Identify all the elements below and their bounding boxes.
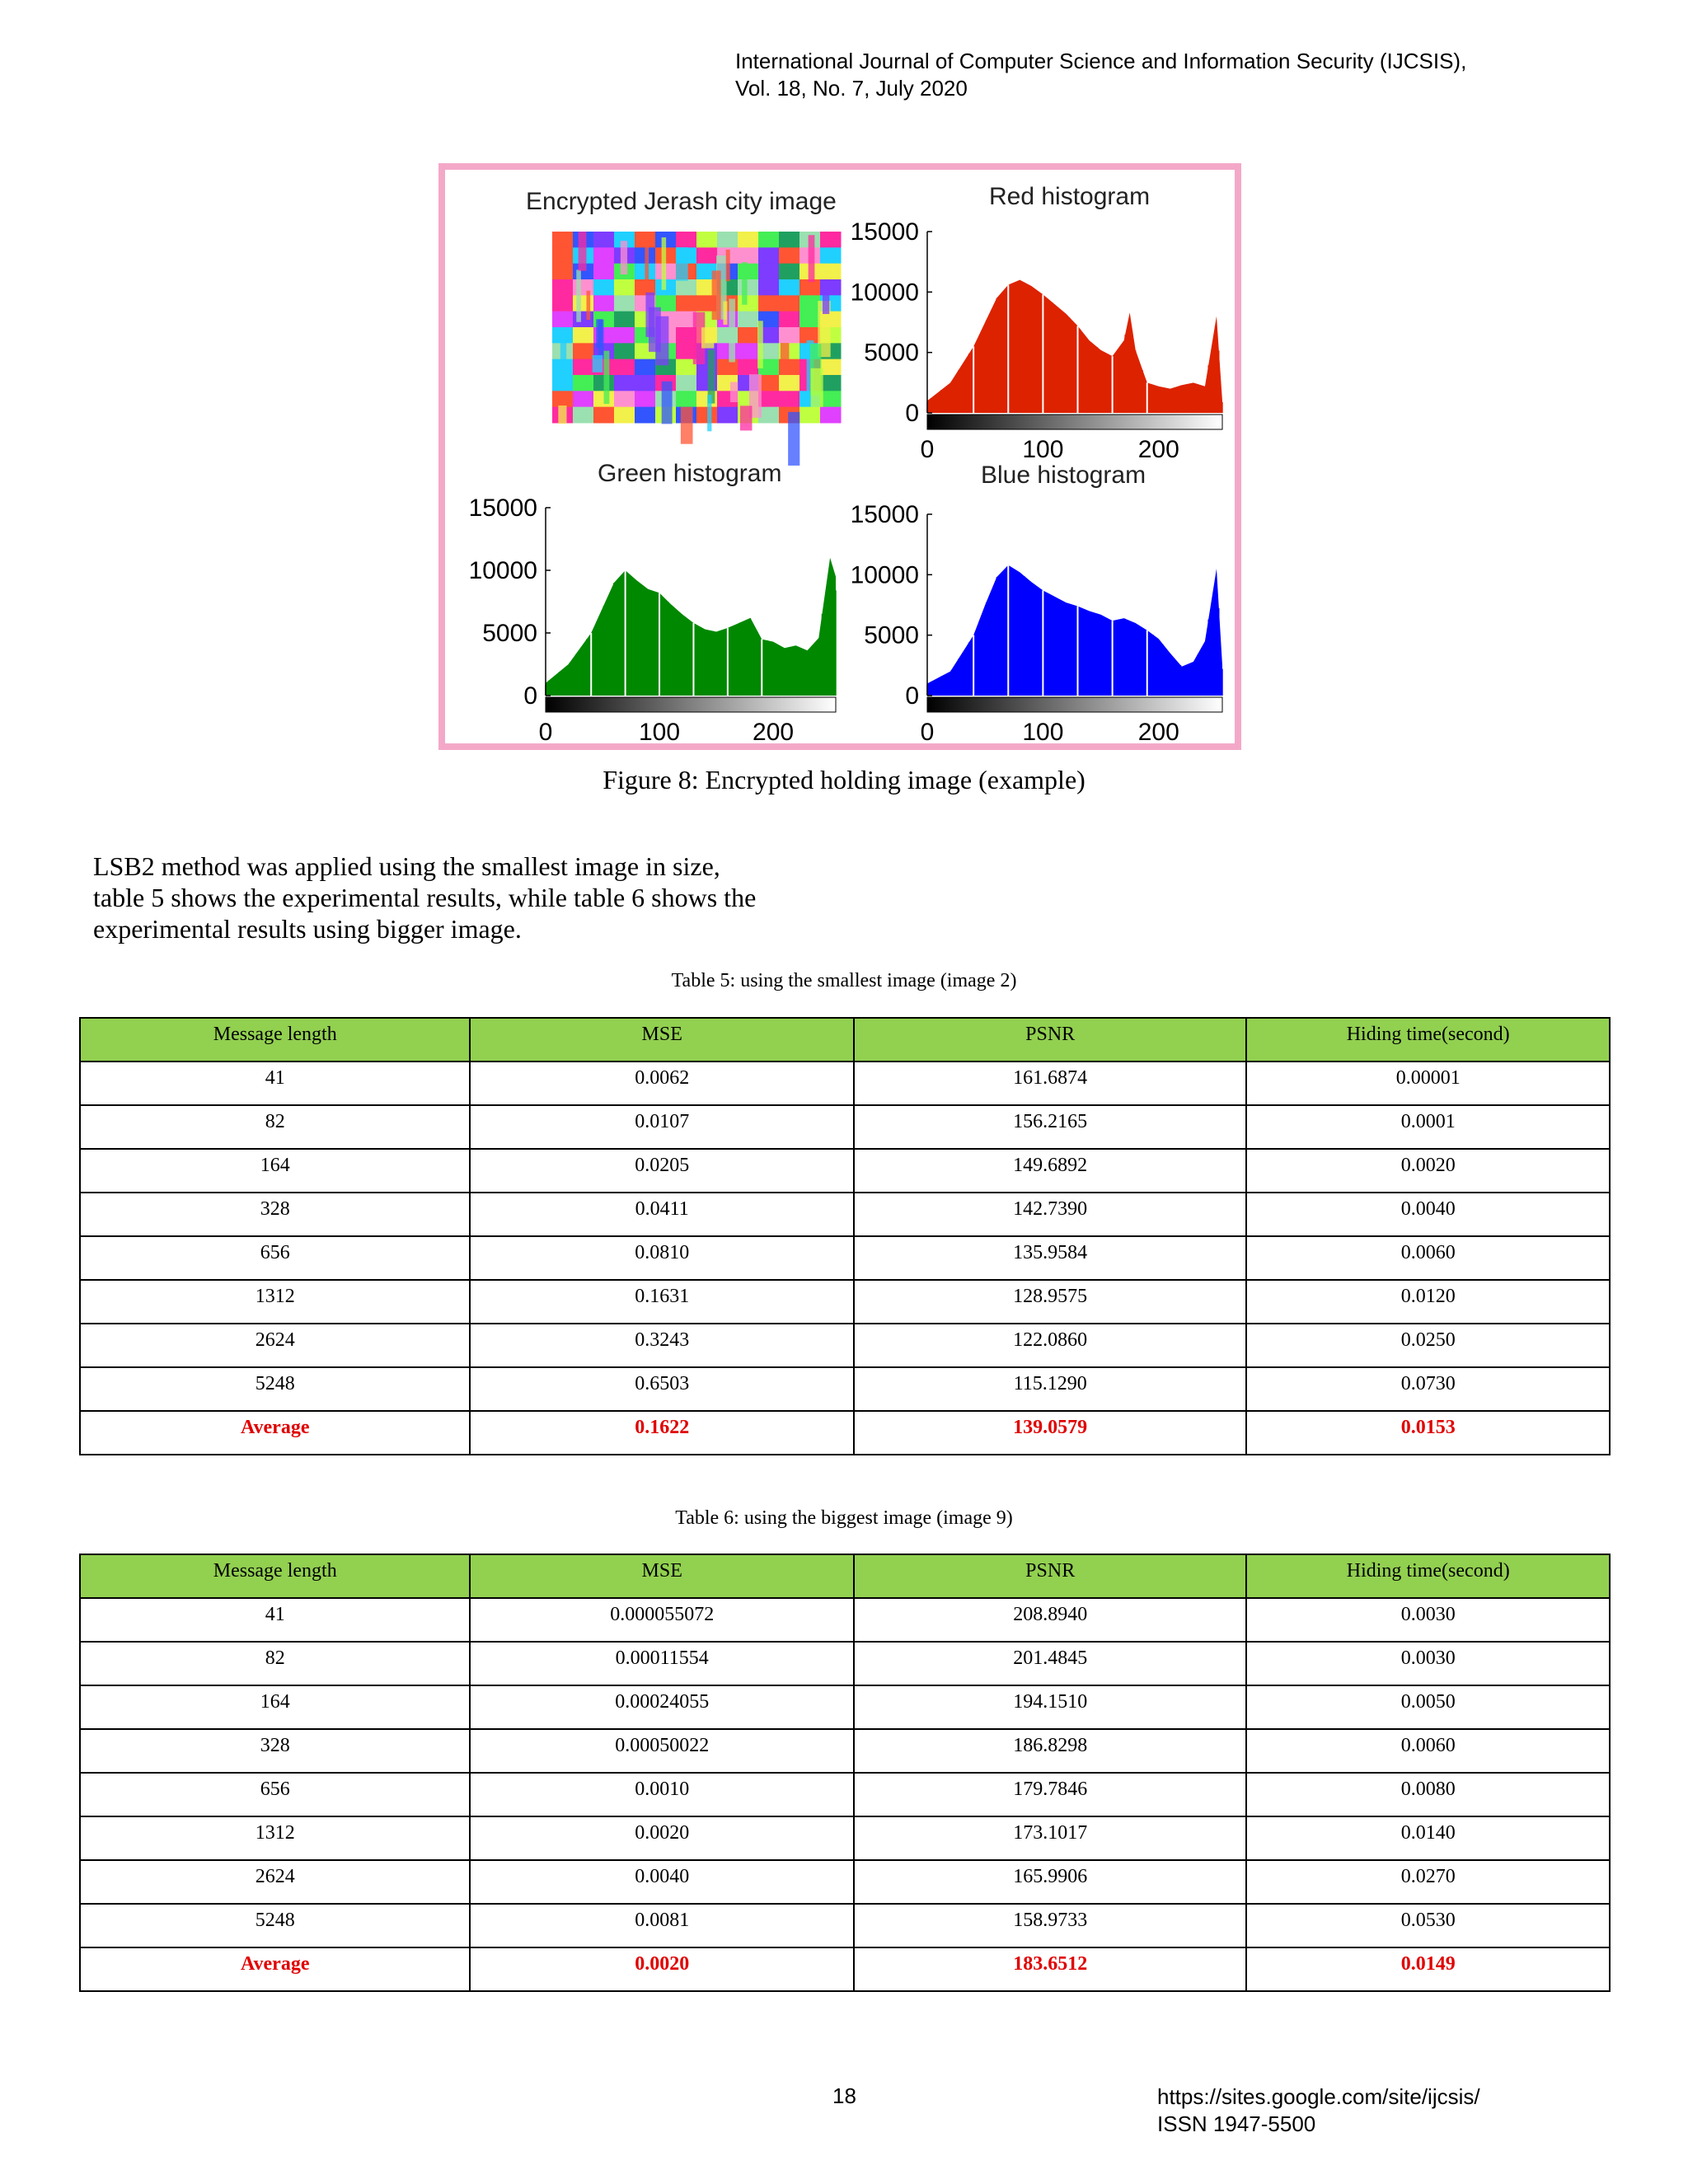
x-tick-label: 200 [753, 719, 795, 743]
table-row [80, 1860, 1610, 1904]
table-cell: 0.0411 [470, 1193, 853, 1236]
mosaic-tile [593, 355, 603, 373]
table-cell: 5248 [80, 1904, 470, 1947]
mosaic-tile [779, 295, 800, 312]
table-cell: 82 [80, 1105, 470, 1149]
table-cell: 0.0020 [470, 1947, 854, 1991]
mosaic-tile [576, 269, 581, 321]
table-cell: 0.00001 [1246, 1062, 1610, 1105]
mosaic-tile [662, 237, 667, 290]
table-cell: 0.0730 [1246, 1367, 1610, 1411]
mosaic-tile [614, 312, 635, 328]
mosaic-tile [621, 241, 627, 274]
table-cell: 139.0579 [854, 1411, 1246, 1455]
table-cell: 142.7390 [854, 1193, 1246, 1236]
mosaic-tile [593, 247, 615, 264]
mosaic-tile [645, 237, 649, 289]
table-cell: 0.0040 [1246, 1193, 1610, 1236]
y-tick-label: 10000 [850, 279, 919, 307]
table-cell: 1312 [80, 1816, 470, 1860]
table-cell: 158.9733 [854, 1904, 1246, 1947]
table-cell: 0.0205 [470, 1149, 853, 1193]
table6 [79, 1554, 1611, 1992]
table-cell: 656 [80, 1773, 470, 1816]
mosaic-tile [701, 327, 714, 348]
mosaic-tile [676, 375, 697, 391]
table-row [80, 1367, 1610, 1411]
mosaic-tile [781, 343, 789, 362]
mosaic-tile [820, 247, 842, 264]
mosaic-tile [614, 343, 635, 359]
table-row [80, 1193, 1610, 1236]
table5-header-2: PSNR [854, 1018, 1246, 1062]
table-cell: 0.0140 [1246, 1816, 1610, 1860]
mosaic-tile [596, 319, 603, 348]
mosaic-tile [779, 279, 800, 296]
mosaic-tile [635, 359, 656, 376]
body-paragraph [93, 851, 835, 944]
histogram-title: Green histogram [598, 460, 782, 487]
table-cell: 0.0250 [1246, 1324, 1610, 1367]
mosaic-tile [823, 282, 829, 314]
mosaic-tile [726, 250, 730, 281]
table-cell: 328 [80, 1729, 470, 1773]
mosaic-tile [614, 327, 635, 344]
mosaic-tile [738, 343, 759, 359]
mosaic-tile [723, 302, 727, 325]
table-cell: 0.1631 [470, 1280, 853, 1324]
mosaic-tile [758, 264, 780, 280]
mosaic-tile [573, 312, 594, 328]
paragraph-line2: table 5 shows the experimental results, while table 6 shows the [93, 883, 757, 912]
table5-header-1: MSE [470, 1018, 853, 1062]
table5-caption: Table 5: using the smallest image (image 2) [671, 970, 1017, 991]
y-tick-label: 15000 [468, 494, 537, 522]
table6-header-row [80, 1554, 1610, 1598]
table-cell: 186.8298 [854, 1729, 1246, 1773]
histogram-title: Blue histogram [981, 462, 1146, 489]
y-tick-label: 0 [905, 400, 919, 427]
mosaic-tile [779, 247, 800, 264]
mosaic-tile [635, 391, 656, 407]
mosaic-tile [779, 327, 800, 344]
mosaic-tile [820, 359, 842, 376]
x-tick-label: 0 [920, 436, 935, 463]
table5-average-row [80, 1411, 1610, 1455]
page-number: 18 [832, 2083, 856, 2108]
y-tick-label: 5000 [864, 339, 919, 367]
mosaic-tile [738, 295, 759, 312]
table-cell: 328 [80, 1193, 470, 1236]
mosaic-tile [779, 312, 800, 328]
mosaic-tile [799, 295, 821, 312]
mosaic-tile [696, 232, 718, 248]
table-cell: 41 [80, 1062, 470, 1105]
table-cell: 0.00024055 [470, 1685, 854, 1729]
table-cell: 0.0062 [470, 1062, 853, 1105]
blue-histogram [851, 462, 1222, 743]
x-tick-label: 0 [538, 719, 553, 743]
table6-header-0: Message length [80, 1554, 470, 1598]
mosaic-tile [579, 232, 587, 271]
table6-header-1: MSE [470, 1554, 854, 1598]
mosaic-tile [738, 312, 759, 328]
journal-header-line1: International Journal of Computer Science and Information Security (IJCSIS), [735, 49, 1467, 73]
table-cell: 164 [80, 1685, 470, 1729]
histogram-area [546, 558, 836, 696]
mosaic-tile [593, 407, 615, 424]
table-cell: 0.0020 [470, 1816, 854, 1860]
mosaic-tile [779, 375, 800, 391]
mosaic-tile [820, 264, 842, 280]
mosaic-tile [742, 262, 747, 305]
mosaic-tile [552, 375, 574, 391]
mosaic-tile [758, 247, 780, 264]
table-cell: 0.0001 [1246, 1105, 1610, 1149]
table-cell: Average [80, 1947, 470, 1991]
mosaic-tile [757, 321, 763, 368]
table-cell: 82 [80, 1642, 470, 1685]
y-tick-label: 5000 [864, 621, 919, 649]
table-cell: 0.00011554 [470, 1642, 854, 1685]
encrypted-image [552, 232, 842, 466]
mosaic-tile [552, 264, 574, 280]
table-cell: 0.0810 [470, 1236, 853, 1280]
mosaic-tile [738, 232, 759, 248]
table-row [80, 1729, 1610, 1773]
table-cell: 115.1290 [854, 1367, 1246, 1411]
mosaic-tile [738, 264, 759, 280]
mosaic-tile [635, 375, 656, 391]
table-cell: 0.0081 [470, 1904, 854, 1947]
table-cell: 0.0153 [1246, 1411, 1610, 1455]
red-histogram [851, 183, 1222, 463]
figure-8 [438, 163, 1241, 750]
mosaic-tile [573, 343, 594, 359]
table6-average-row [80, 1947, 1610, 1991]
journal-header [735, 48, 1466, 102]
table-cell: 656 [80, 1236, 470, 1280]
mosaic-tile [593, 279, 615, 296]
mosaic-tile [740, 405, 752, 430]
table5-header-3: Hiding time(second) [1246, 1018, 1610, 1062]
mosaic-tile [820, 391, 842, 407]
table-cell: 0.00050022 [470, 1729, 854, 1773]
table-cell: 173.1017 [854, 1816, 1246, 1860]
table-cell: 179.7846 [854, 1773, 1246, 1816]
table-row [80, 1904, 1610, 1947]
mosaic-tile [676, 247, 688, 281]
mosaic-tile [573, 279, 594, 296]
y-tick-label: 0 [523, 682, 537, 710]
mosaic-tile [811, 368, 823, 407]
mosaic-tile [676, 232, 697, 248]
mosaic-tile [738, 327, 759, 344]
histogram-area [927, 565, 1222, 696]
mosaic-tile [552, 279, 574, 296]
mosaic-tile [645, 293, 654, 337]
table-row [80, 1149, 1610, 1193]
table5-header-0: Message length [80, 1018, 470, 1062]
histogram-area [927, 280, 1222, 413]
mosaic-tile [614, 375, 635, 391]
figure-canvas [445, 170, 1235, 743]
table-cell: 0.3243 [470, 1324, 853, 1367]
table-cell: 0.1622 [470, 1411, 853, 1455]
table-cell: 194.1510 [854, 1685, 1246, 1729]
table-cell: 0.6503 [470, 1367, 853, 1411]
table6-caption: Table 6: using the biggest image (image 9) [675, 1507, 1013, 1529]
mosaic-tile [586, 291, 590, 320]
mosaic-tile [820, 407, 842, 424]
table-cell: 5248 [80, 1367, 470, 1411]
green-histogram [469, 460, 836, 743]
table-cell: 0.0120 [1246, 1280, 1610, 1324]
mosaic-tile [573, 295, 594, 312]
table-cell: 0.0030 [1246, 1598, 1610, 1642]
y-tick-label: 10000 [850, 561, 919, 589]
table-cell: 0.0270 [1246, 1860, 1610, 1904]
mosaic-tile [676, 295, 697, 312]
mosaic-tile [717, 407, 738, 424]
mosaic-tile [758, 295, 780, 312]
journal-header-line2: Vol. 18, No. 7, July 2020 [735, 76, 968, 101]
mosaic-tile [662, 382, 673, 424]
y-tick-label: 10000 [468, 557, 537, 584]
table-cell: 161.6874 [854, 1062, 1246, 1105]
mosaic-tile [676, 391, 697, 407]
table-row [80, 1236, 1610, 1280]
histogram-title: Red histogram [989, 183, 1151, 210]
mosaic-tile [758, 232, 780, 248]
footer-info [1157, 2083, 1480, 2138]
mosaic-tile [573, 407, 594, 424]
mosaic-tile [712, 270, 721, 320]
mosaic-tile [604, 351, 610, 404]
paragraph-line1: LSB2 method was applied using the smallest image in size, [93, 851, 720, 881]
mosaic-tile [552, 312, 574, 328]
table-cell: 0.0080 [1246, 1773, 1610, 1816]
table-cell: 208.8940 [854, 1598, 1246, 1642]
mosaic-tile [593, 264, 615, 280]
table6-header-2: PSNR [854, 1554, 1246, 1598]
table-cell: 41 [80, 1598, 470, 1642]
mosaic-tile [696, 407, 718, 424]
mosaic-tile [552, 232, 574, 248]
journal-url: https://sites.google.com/site/ijcsis/ [1157, 2084, 1480, 2109]
table-cell: 0.0530 [1246, 1904, 1610, 1947]
mosaic-tile [758, 279, 780, 296]
table-cell: 0.0060 [1246, 1729, 1610, 1773]
mosaic-tile [614, 359, 635, 376]
mosaic-tile [676, 279, 697, 296]
journal-issn: ISSN 1947-5500 [1157, 2111, 1316, 2136]
mosaic-tile [717, 232, 738, 248]
mosaic-tile [820, 232, 842, 248]
table-cell: 0.0030 [1246, 1642, 1610, 1685]
mosaic-tile [696, 247, 718, 264]
mosaic-tile [707, 395, 711, 431]
mosaic-tile [738, 279, 759, 296]
table-cell: 149.6892 [854, 1149, 1246, 1193]
mosaic-tile [779, 264, 800, 280]
mosaic-tile [593, 295, 615, 312]
table-cell: 0.0010 [470, 1773, 854, 1816]
mosaic-tile [799, 407, 821, 424]
table5 [79, 1017, 1611, 1455]
x-tick-label: 100 [1022, 436, 1064, 463]
mosaic-tile [614, 391, 635, 407]
table-row [80, 1642, 1610, 1685]
paragraph-line3: experimental results using bigger image. [93, 914, 522, 944]
mosaic-tile [779, 391, 800, 407]
table5-header-row [80, 1018, 1610, 1062]
mosaic-tile [788, 412, 799, 466]
table-cell: 183.6512 [854, 1947, 1246, 1991]
mosaic-tile [729, 299, 735, 363]
x-tick-label: 100 [639, 719, 681, 743]
table-cell: 2624 [80, 1324, 470, 1367]
table-row [80, 1598, 1610, 1642]
mosaic-tile [730, 382, 738, 402]
colorbar [546, 697, 836, 712]
mosaic-tile [552, 295, 574, 312]
mosaic-tile [593, 232, 615, 248]
table-row [80, 1062, 1610, 1105]
table-cell: 128.9575 [854, 1280, 1246, 1324]
y-tick-label: 15000 [850, 218, 919, 246]
table-cell: 0.000055072 [470, 1598, 854, 1642]
table-cell: 0.0107 [470, 1105, 853, 1149]
mosaic-tile [614, 279, 635, 296]
table6-header-3: Hiding time(second) [1246, 1554, 1610, 1598]
mosaic-tile [573, 359, 594, 376]
table-row [80, 1773, 1610, 1816]
mosaic-tile [560, 329, 566, 363]
table-cell: 0.0149 [1246, 1947, 1610, 1991]
mosaic-tile [573, 327, 594, 344]
x-tick-label: 200 [1137, 436, 1179, 463]
x-tick-label: 0 [920, 719, 935, 743]
table-row [80, 1816, 1610, 1860]
table-cell: 0.0050 [1246, 1685, 1610, 1729]
table-cell: 165.9906 [854, 1860, 1246, 1904]
table-cell: 0.0040 [470, 1860, 854, 1904]
mosaic-tile [681, 407, 693, 444]
mosaic-tile [573, 375, 594, 391]
table-cell: 0.0020 [1246, 1149, 1610, 1193]
y-tick-label: 15000 [850, 501, 919, 528]
mosaic-tile [779, 232, 800, 248]
table-cell: 0.0060 [1246, 1236, 1610, 1280]
table-row [80, 1105, 1610, 1149]
colorbar [927, 415, 1222, 429]
encrypted-image-title: Encrypted Jerash city image [526, 188, 837, 215]
mosaic-tile [558, 405, 566, 424]
mosaic-tile [573, 391, 594, 407]
table-row [80, 1280, 1610, 1324]
table-row [80, 1685, 1610, 1729]
mosaic-tile [809, 235, 815, 282]
x-tick-label: 200 [1137, 719, 1179, 743]
table-cell: Average [80, 1411, 470, 1455]
table-cell: 122.0860 [854, 1324, 1246, 1367]
mosaic-tile [614, 295, 635, 312]
table-cell: 164 [80, 1149, 470, 1193]
colorbar [927, 697, 1222, 712]
mosaic-tile [552, 247, 574, 264]
mosaic-tile [552, 391, 574, 407]
figure-caption: Figure 8: Encrypted holding image (example) [603, 765, 1085, 794]
mosaic-tile [635, 407, 656, 424]
mosaic-tile [820, 375, 842, 391]
mosaic-tile [738, 247, 759, 264]
mosaic-tile [799, 312, 821, 328]
y-tick-label: 5000 [482, 620, 537, 647]
table-cell: 201.4845 [854, 1642, 1246, 1685]
mosaic-tile [614, 407, 635, 424]
mosaic-tile [738, 359, 759, 376]
y-tick-label: 0 [905, 682, 919, 710]
table-cell: 135.9584 [854, 1236, 1246, 1280]
table-cell: 1312 [80, 1280, 470, 1324]
table-row [80, 1324, 1610, 1367]
x-tick-label: 100 [1022, 719, 1064, 743]
table-cell: 2624 [80, 1860, 470, 1904]
table-cell: 156.2165 [854, 1105, 1246, 1149]
